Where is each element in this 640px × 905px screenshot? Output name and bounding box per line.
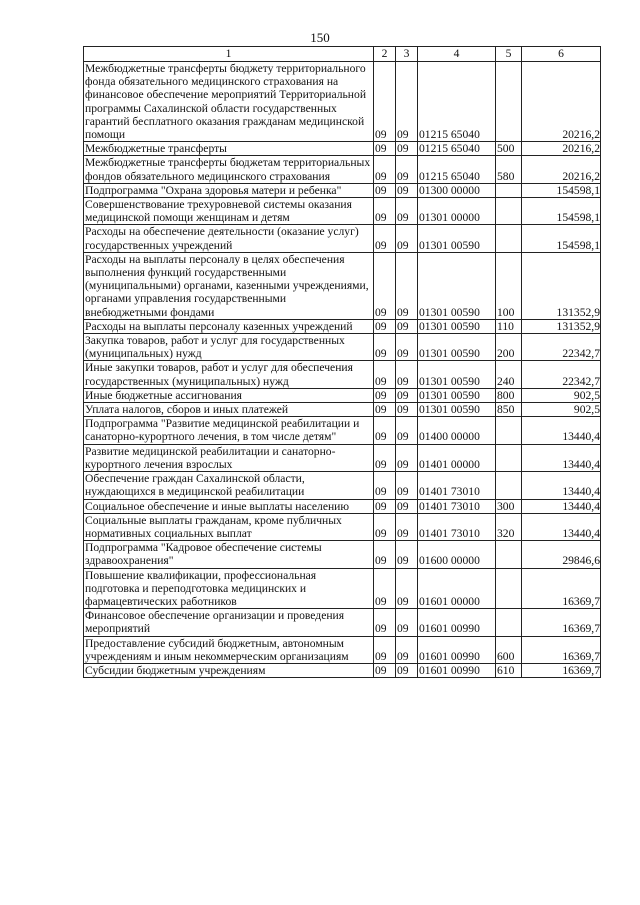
row-expense-type: 800	[496, 388, 522, 402]
row-name: Расходы на выплаты персоналу в целях обеспечения выполнения функций государственными (муниципальными) органами, казенными учреждениями, органами управления государственными внебюджетными фондами	[84, 252, 374, 319]
row-name: Социальные выплаты гражданам, кроме публичных нормативных социальных выплат	[84, 513, 374, 540]
row-name: Расходы на обеспечение деятельности (оказание услуг) государственных учреждений	[84, 225, 374, 252]
row-target-article: 01401 73010	[418, 472, 496, 499]
table-row	[84, 609, 601, 636]
row-amount: 154598,1	[522, 183, 601, 197]
row-section: 09	[374, 513, 396, 540]
table-row	[84, 156, 601, 183]
row-target-article: 01301 00590	[418, 252, 496, 319]
table-row	[84, 183, 601, 197]
row-target-article: 01301 00000	[418, 198, 496, 225]
row-section: 09	[374, 183, 396, 197]
row-section: 09	[374, 388, 396, 402]
row-amount: 13440,4	[522, 444, 601, 471]
row-name: Иные бюджетные ассигнования	[84, 388, 374, 402]
row-amount: 13440,4	[522, 472, 601, 499]
row-expense-type	[496, 198, 522, 225]
row-subsection: 09	[396, 198, 418, 225]
row-subsection: 09	[396, 361, 418, 388]
table-row	[84, 417, 601, 444]
row-target-article: 01601 00990	[418, 609, 496, 636]
budget-table	[83, 46, 601, 678]
column-header: 4	[418, 47, 496, 62]
row-amount: 131352,9	[522, 319, 601, 333]
row-target-article: 01215 65040	[418, 62, 496, 142]
row-target-article: 01301 00590	[418, 388, 496, 402]
row-expense-type	[496, 62, 522, 142]
row-amount: 13440,4	[522, 417, 601, 444]
row-section: 09	[374, 499, 396, 513]
row-expense-type	[496, 417, 522, 444]
column-header: 6	[522, 47, 601, 62]
table-row	[84, 513, 601, 540]
table-row	[84, 319, 601, 333]
row-subsection: 09	[396, 156, 418, 183]
row-subsection: 09	[396, 513, 418, 540]
row-expense-type: 240	[496, 361, 522, 388]
table-row	[84, 225, 601, 252]
row-amount: 154598,1	[522, 198, 601, 225]
row-amount: 29846,6	[522, 541, 601, 568]
row-section: 09	[374, 568, 396, 609]
row-subsection: 09	[396, 334, 418, 361]
table-row	[84, 198, 601, 225]
row-target-article: 01300 00000	[418, 183, 496, 197]
row-target-article: 01401 00000	[418, 444, 496, 471]
row-subsection: 09	[396, 142, 418, 156]
row-expense-type: 600	[496, 636, 522, 663]
row-subsection: 09	[396, 225, 418, 252]
row-target-article: 01400 00000	[418, 417, 496, 444]
row-subsection: 09	[396, 252, 418, 319]
row-section: 09	[374, 252, 396, 319]
row-target-article: 01301 00590	[418, 403, 496, 417]
row-amount: 20216,2	[522, 62, 601, 142]
table-row	[84, 62, 601, 142]
row-amount: 902,5	[522, 388, 601, 402]
column-header: 5	[496, 47, 522, 62]
table-row	[84, 403, 601, 417]
row-section: 09	[374, 361, 396, 388]
table-row	[84, 252, 601, 319]
table-row	[84, 636, 601, 663]
row-subsection: 09	[396, 499, 418, 513]
row-subsection: 09	[396, 663, 418, 677]
row-target-article: 01301 00590	[418, 334, 496, 361]
row-section: 09	[374, 62, 396, 142]
row-amount: 13440,4	[522, 499, 601, 513]
row-amount: 902,5	[522, 403, 601, 417]
row-target-article: 01401 73010	[418, 513, 496, 540]
row-expense-type: 110	[496, 319, 522, 333]
row-amount: 20216,2	[522, 142, 601, 156]
row-target-article: 01600 00000	[418, 541, 496, 568]
row-expense-type: 320	[496, 513, 522, 540]
row-target-article: 01601 00990	[418, 663, 496, 677]
column-header: 3	[396, 47, 418, 62]
row-section: 09	[374, 403, 396, 417]
row-target-article: 01601 00000	[418, 568, 496, 609]
row-expense-type: 610	[496, 663, 522, 677]
row-subsection: 09	[396, 636, 418, 663]
row-section: 09	[374, 319, 396, 333]
row-target-article: 01215 65040	[418, 142, 496, 156]
table-header-row	[84, 47, 601, 62]
row-name: Развитие медицинской реабилитации и санаторно-курортного лечения взрослых	[84, 444, 374, 471]
row-expense-type	[496, 225, 522, 252]
row-section: 09	[374, 444, 396, 471]
row-expense-type: 850	[496, 403, 522, 417]
row-name: Подпрограмма "Кадровое обеспечение системы здравоохранения"	[84, 541, 374, 568]
row-amount: 131352,9	[522, 252, 601, 319]
table-row	[84, 142, 601, 156]
row-target-article: 01215 65040	[418, 156, 496, 183]
row-amount: 16369,7	[522, 609, 601, 636]
row-subsection: 09	[396, 388, 418, 402]
row-amount: 13440,4	[522, 513, 601, 540]
row-section: 09	[374, 198, 396, 225]
table-row	[84, 472, 601, 499]
row-subsection: 09	[396, 319, 418, 333]
row-name: Повышение квалификации, профессиональная подготовка и переподготовка медицинских и фармацевтических работников	[84, 568, 374, 609]
row-expense-type	[496, 609, 522, 636]
column-header: 2	[374, 47, 396, 62]
row-name: Совершенствование трехуровневой системы оказания медицинской помощи женщинам и детям	[84, 198, 374, 225]
row-subsection: 09	[396, 444, 418, 471]
row-name: Предоставление субсидий бюджетным, автономным учреждениям и иным некоммерческим организациям	[84, 636, 374, 663]
row-name: Социальное обеспечение и иные выплаты населению	[84, 499, 374, 513]
table-row	[84, 334, 601, 361]
row-name: Иные закупки товаров, работ и услуг для обеспечения государственных (муниципальных) нужд	[84, 361, 374, 388]
row-subsection: 09	[396, 609, 418, 636]
row-expense-type	[496, 472, 522, 499]
row-amount: 20216,2	[522, 156, 601, 183]
row-amount: 16369,7	[522, 663, 601, 677]
row-section: 09	[374, 472, 396, 499]
row-expense-type: 100	[496, 252, 522, 319]
table-row	[84, 499, 601, 513]
page-number: 150	[310, 30, 330, 45]
row-target-article: 01601 00990	[418, 636, 496, 663]
row-expense-type	[496, 444, 522, 471]
row-section: 09	[374, 663, 396, 677]
row-amount: 16369,7	[522, 568, 601, 609]
row-subsection: 09	[396, 183, 418, 197]
row-name: Закупка товаров, работ и услуг для государственных (муниципальных) нужд	[84, 334, 374, 361]
row-expense-type	[496, 541, 522, 568]
row-section: 09	[374, 541, 396, 568]
row-section: 09	[374, 609, 396, 636]
row-name: Межбюджетные трансферты бюджету территориального фонда обязательного медицинского страхования на финансовое обеспечение мероприятий Территориальной программы Сахалинской области государственных гарантий бесплатного оказания гражданам медицинской помощи	[84, 62, 374, 142]
table-row	[84, 568, 601, 609]
row-amount: 22342,7	[522, 334, 601, 361]
row-subsection: 09	[396, 403, 418, 417]
row-name: Финансовое обеспечение организации и проведения мероприятий	[84, 609, 374, 636]
row-name: Подпрограмма "Развитие медицинской реабилитации и санаторно-курортного лечения, в том числе детям"	[84, 417, 374, 444]
row-subsection: 09	[396, 568, 418, 609]
row-expense-type: 200	[496, 334, 522, 361]
row-expense-type	[496, 183, 522, 197]
row-name: Уплата налогов, сборов и иных платежей	[84, 403, 374, 417]
row-section: 09	[374, 225, 396, 252]
column-header: 1	[84, 47, 374, 62]
row-subsection: 09	[396, 541, 418, 568]
row-target-article: 01301 00590	[418, 319, 496, 333]
row-name: Межбюджетные трансферты	[84, 142, 374, 156]
table-row	[84, 444, 601, 471]
row-expense-type: 300	[496, 499, 522, 513]
row-name: Расходы на выплаты персоналу казенных учреждений	[84, 319, 374, 333]
row-amount: 154598,1	[522, 225, 601, 252]
row-target-article: 01301 00590	[418, 225, 496, 252]
row-subsection: 09	[396, 472, 418, 499]
row-expense-type: 580	[496, 156, 522, 183]
table-row	[84, 388, 601, 402]
row-section: 09	[374, 334, 396, 361]
row-section: 09	[374, 417, 396, 444]
row-subsection: 09	[396, 62, 418, 142]
row-expense-type	[496, 568, 522, 609]
table-row	[84, 361, 601, 388]
row-target-article: 01401 73010	[418, 499, 496, 513]
row-section: 09	[374, 636, 396, 663]
row-name: Межбюджетные трансферты бюджетам территориальных фондов обязательного медицинского страхования	[84, 156, 374, 183]
row-section: 09	[374, 156, 396, 183]
row-target-article: 01301 00590	[418, 361, 496, 388]
row-name: Субсидии бюджетным учреждениям	[84, 663, 374, 677]
row-subsection: 09	[396, 417, 418, 444]
row-amount: 22342,7	[522, 361, 601, 388]
row-expense-type: 500	[496, 142, 522, 156]
table-row	[84, 663, 601, 677]
row-name: Обеспечение граждан Сахалинской области, нуждающихся в медицинской реабилитации	[84, 472, 374, 499]
table-row	[84, 541, 601, 568]
row-name: Подпрограмма "Охрана здоровья матери и ребенка"	[84, 183, 374, 197]
row-amount: 16369,7	[522, 636, 601, 663]
row-section: 09	[374, 142, 396, 156]
